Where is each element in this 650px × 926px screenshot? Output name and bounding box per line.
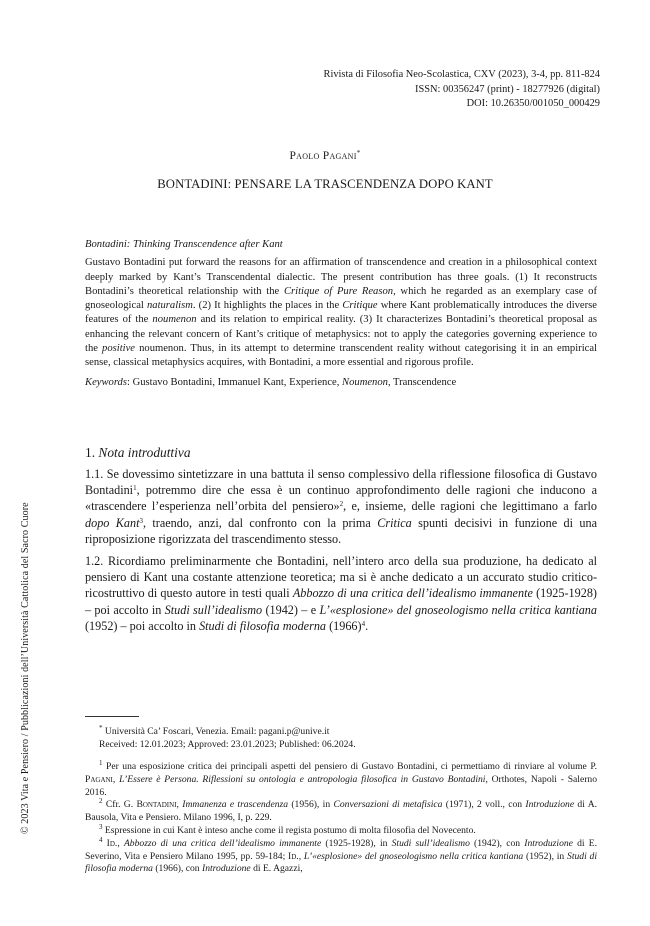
footnote-4 — [85, 835, 598, 876]
text-italic: Critica — [377, 515, 412, 530]
fn-author: Bontadini — [136, 799, 177, 811]
fn-text: Cfr. G. — [102, 799, 137, 811]
abstract-italic: naturalism — [146, 300, 193, 312]
abstract — [85, 238, 597, 390]
fn-text: , — [298, 850, 304, 862]
text-italic: Studi di filosofia moderna — [199, 618, 327, 633]
paragraph-1-1 — [85, 466, 597, 547]
author-affiliation — [85, 726, 597, 739]
text-span: (1952) – poi accolto in — [85, 618, 200, 633]
fn-italic: L’Essere è Persona. Riflessioni su ontologia e antropologia filosofica in Gustavo Bontadini — [119, 773, 486, 785]
paragraph-1-2 — [85, 553, 597, 634]
section-number: 1. — [85, 445, 99, 460]
abstract-span: Gustavo Bontadini put forward the reasons for an affirmation of transcendence and creation in a philosophical context deeply marked by Kant’s Transcendental dialectic. The present contribution has three goals. (1) It reconstructs Bontadini’s theoretical relationship with the — [85, 257, 597, 297]
fn-text: (1942), con — [469, 837, 525, 849]
abstract-text — [85, 256, 597, 370]
doi-line: DOI: 10.26350/001050_000429 — [466, 98, 600, 110]
footnote-3 — [85, 822, 597, 838]
english-title: Bontadini: Thinking Transcendence after Kant — [85, 239, 283, 250]
fn-text: , Orthotes, Napoli - Salerno 2016. — [85, 773, 598, 798]
fn-author: Id. — [288, 850, 299, 862]
author-name-text: Paolo Pagani — [289, 150, 357, 162]
footnote-ref: 2 — [339, 500, 344, 509]
fn-italic: Introduzione — [524, 837, 573, 849]
footnote-1 — [85, 761, 597, 799]
text-span: (1942) – e — [262, 602, 320, 617]
fn-italic: Introduzione — [202, 863, 251, 875]
footnote-ref: 4 — [361, 619, 366, 628]
footnote-number: 3 — [99, 822, 103, 831]
abstract-italic: noumenon — [152, 314, 197, 326]
abstract-span: noumenon. Thus, in its attempt to determine transcendent reality without categorising it in an empirical sense, classical metaphysics acquires, with Bontadini, a more essential and rigorous profile. — [85, 343, 597, 369]
text-span: , potremmo dire che essa è un continuo approfondimento delle ragioni che inducono a «trascendere l’esperienza nell’orbita del pensiero» — [85, 483, 597, 514]
fn-text: di A. Bausola, Vita e Pensiero. Milano 1996, I, p. 229. — [85, 799, 598, 824]
keywords — [85, 376, 597, 390]
article-dates: Received: 12.01.2023; Approved: 23.01.2023; Published: 06.2024. — [99, 738, 356, 750]
keywords-text: , Transcendence — [387, 376, 457, 388]
text-span: (1925-1928) – poi accolto in — [85, 586, 597, 617]
fn-text: (1956), in — [288, 799, 334, 811]
author-name — [0, 150, 650, 162]
fn-italic: Conversazioni di metafisica — [333, 799, 443, 811]
section-intro — [85, 445, 597, 634]
article-title: BONTADINI: PENSARE LA TRASCENDENZA DOPO KANT — [157, 177, 493, 191]
text-span: (1966) — [326, 618, 362, 633]
abstract-italic: positive — [102, 343, 135, 355]
fn-author: Id. — [102, 837, 118, 849]
author-note-mark: * — [99, 724, 103, 732]
issn-line: ISSN: 00356247 (print) - 18277926 (digital) — [415, 83, 600, 95]
fn-italic: Studi di filosofia moderna — [85, 850, 597, 875]
fn-italic: Abbozzo di una critica dell’idealismo immanente — [123, 837, 322, 849]
text-span: . — [365, 618, 369, 633]
fn-text: Espressione in cui Kant è inteso anche come il regista postumo di molta filosofia del Novecento. — [102, 824, 476, 836]
text-span: spunti decisivi in funzione di una riproposizione rigorizzata del trascendimento stesso. — [85, 515, 598, 546]
fn-text: (1925-1928), in — [321, 837, 392, 849]
abstract-span: where Kant problematically introduces the diverse features of the — [85, 300, 597, 326]
text-span: 1.2. Ricordiamo preliminarmente che Bontadini, nell’intero arco della sua produzione, ha dedicato al pensiero di Kant una costante attenzione teoretica; ma si è anche dedicato a un accurato studio critico-ricostruttivo di questo autore in testi quali — [85, 554, 597, 601]
fn-text: di E. Severino, Vita e Pensiero Milano 1995, pp. 59-184; — [85, 837, 598, 862]
footnote-2 — [85, 799, 597, 825]
fn-italic: Immanenza e trascendenza — [182, 799, 289, 811]
text-italic: L’«esplosione» del gnoseologismo nella critica kantiana — [319, 602, 597, 617]
abstract-span: . (2) It highlights the places in the — [192, 300, 343, 312]
section-title: Nota introduttiva — [98, 445, 191, 460]
text-italic: Abbozzo di una critica dell’idealismo immanente — [292, 586, 533, 601]
fn-italic: Studi sull’idealismo — [391, 837, 470, 849]
author-mark: * — [356, 149, 361, 157]
text-span: , traendo, anzi, dal confronto con la prima — [142, 515, 378, 530]
section-heading — [85, 445, 597, 461]
fn-text: , — [117, 837, 124, 849]
abstract-span: , which he regarded as an exemplary case of gnoseological — [85, 285, 597, 312]
fn-text: , — [112, 773, 120, 785]
keywords-label: Keywords — [85, 376, 127, 388]
copyright-sidebar: © 2023 Vita e Pensiero / Pubblicazioni dell’Università Cattolica del Sacro Cuore — [20, 502, 31, 834]
footnote-number: 4 — [99, 835, 103, 844]
fn-author: Pagani — [85, 773, 113, 785]
footnote-divider — [85, 716, 139, 717]
footnotes — [85, 761, 597, 876]
affiliation-text: Università Ca’ Foscari, Venezia. Email: pagani.p@unive.it — [102, 726, 330, 737]
footnote-ref: 1 — [133, 484, 137, 493]
text-span: , e, insieme, delle ragioni che legittimano a farlo — [343, 499, 597, 514]
footnote-number: 2 — [99, 797, 103, 806]
fn-italic: Introduzione — [525, 799, 575, 811]
fn-text: di E. Agazzi, — [250, 863, 303, 875]
journal-citation: Rivista di Filosofia Neo-Scolastica, CXV (2023), 3-4, pp. 811-824 — [323, 69, 600, 80]
abstract-italic: Critique of Pure Reason — [283, 285, 394, 297]
author-note — [85, 726, 597, 752]
fn-text: Per una esposizione critica dei principali aspetti del pensiero di Gustavo Bontadini, ci permettiamo di rinviare al volume P. — [102, 761, 597, 772]
keywords-italic: Noumenon — [342, 376, 388, 388]
abstract-italic: Critique — [342, 300, 378, 312]
fn-text: (1971), 2 voll., con — [442, 799, 526, 811]
footnote-ref: 3 — [139, 516, 143, 525]
text-italic: Studi sull’idealismo — [164, 602, 263, 617]
fn-text: (1966), con — [152, 863, 202, 875]
keywords-text: : Gustavo Bontadini, Immanuel Kant, Experience, — [126, 376, 343, 388]
footnote-number: 1 — [99, 759, 103, 767]
text-italic: dopo Kant — [85, 515, 140, 530]
text-span: 1.1. Se dovessimo sintetizzare in una battuta il senso complessivo della riflessione filosofica di Gustavo Bontadini — [85, 467, 597, 498]
journal-header — [324, 68, 600, 112]
fn-text: , — [176, 799, 183, 811]
fn-italic: L’«esplosione» del gnoseologismo nella critica kantiana — [303, 850, 524, 862]
fn-text: (1952), in — [523, 850, 568, 862]
abstract-span: and its relation to empirical reality. (3) It characterizes Bontadini’s theoretical proposal as enhancing the relevant concern of Kant’s critique of metaphysics: not to apply the categories governing experience to the — [85, 314, 597, 355]
